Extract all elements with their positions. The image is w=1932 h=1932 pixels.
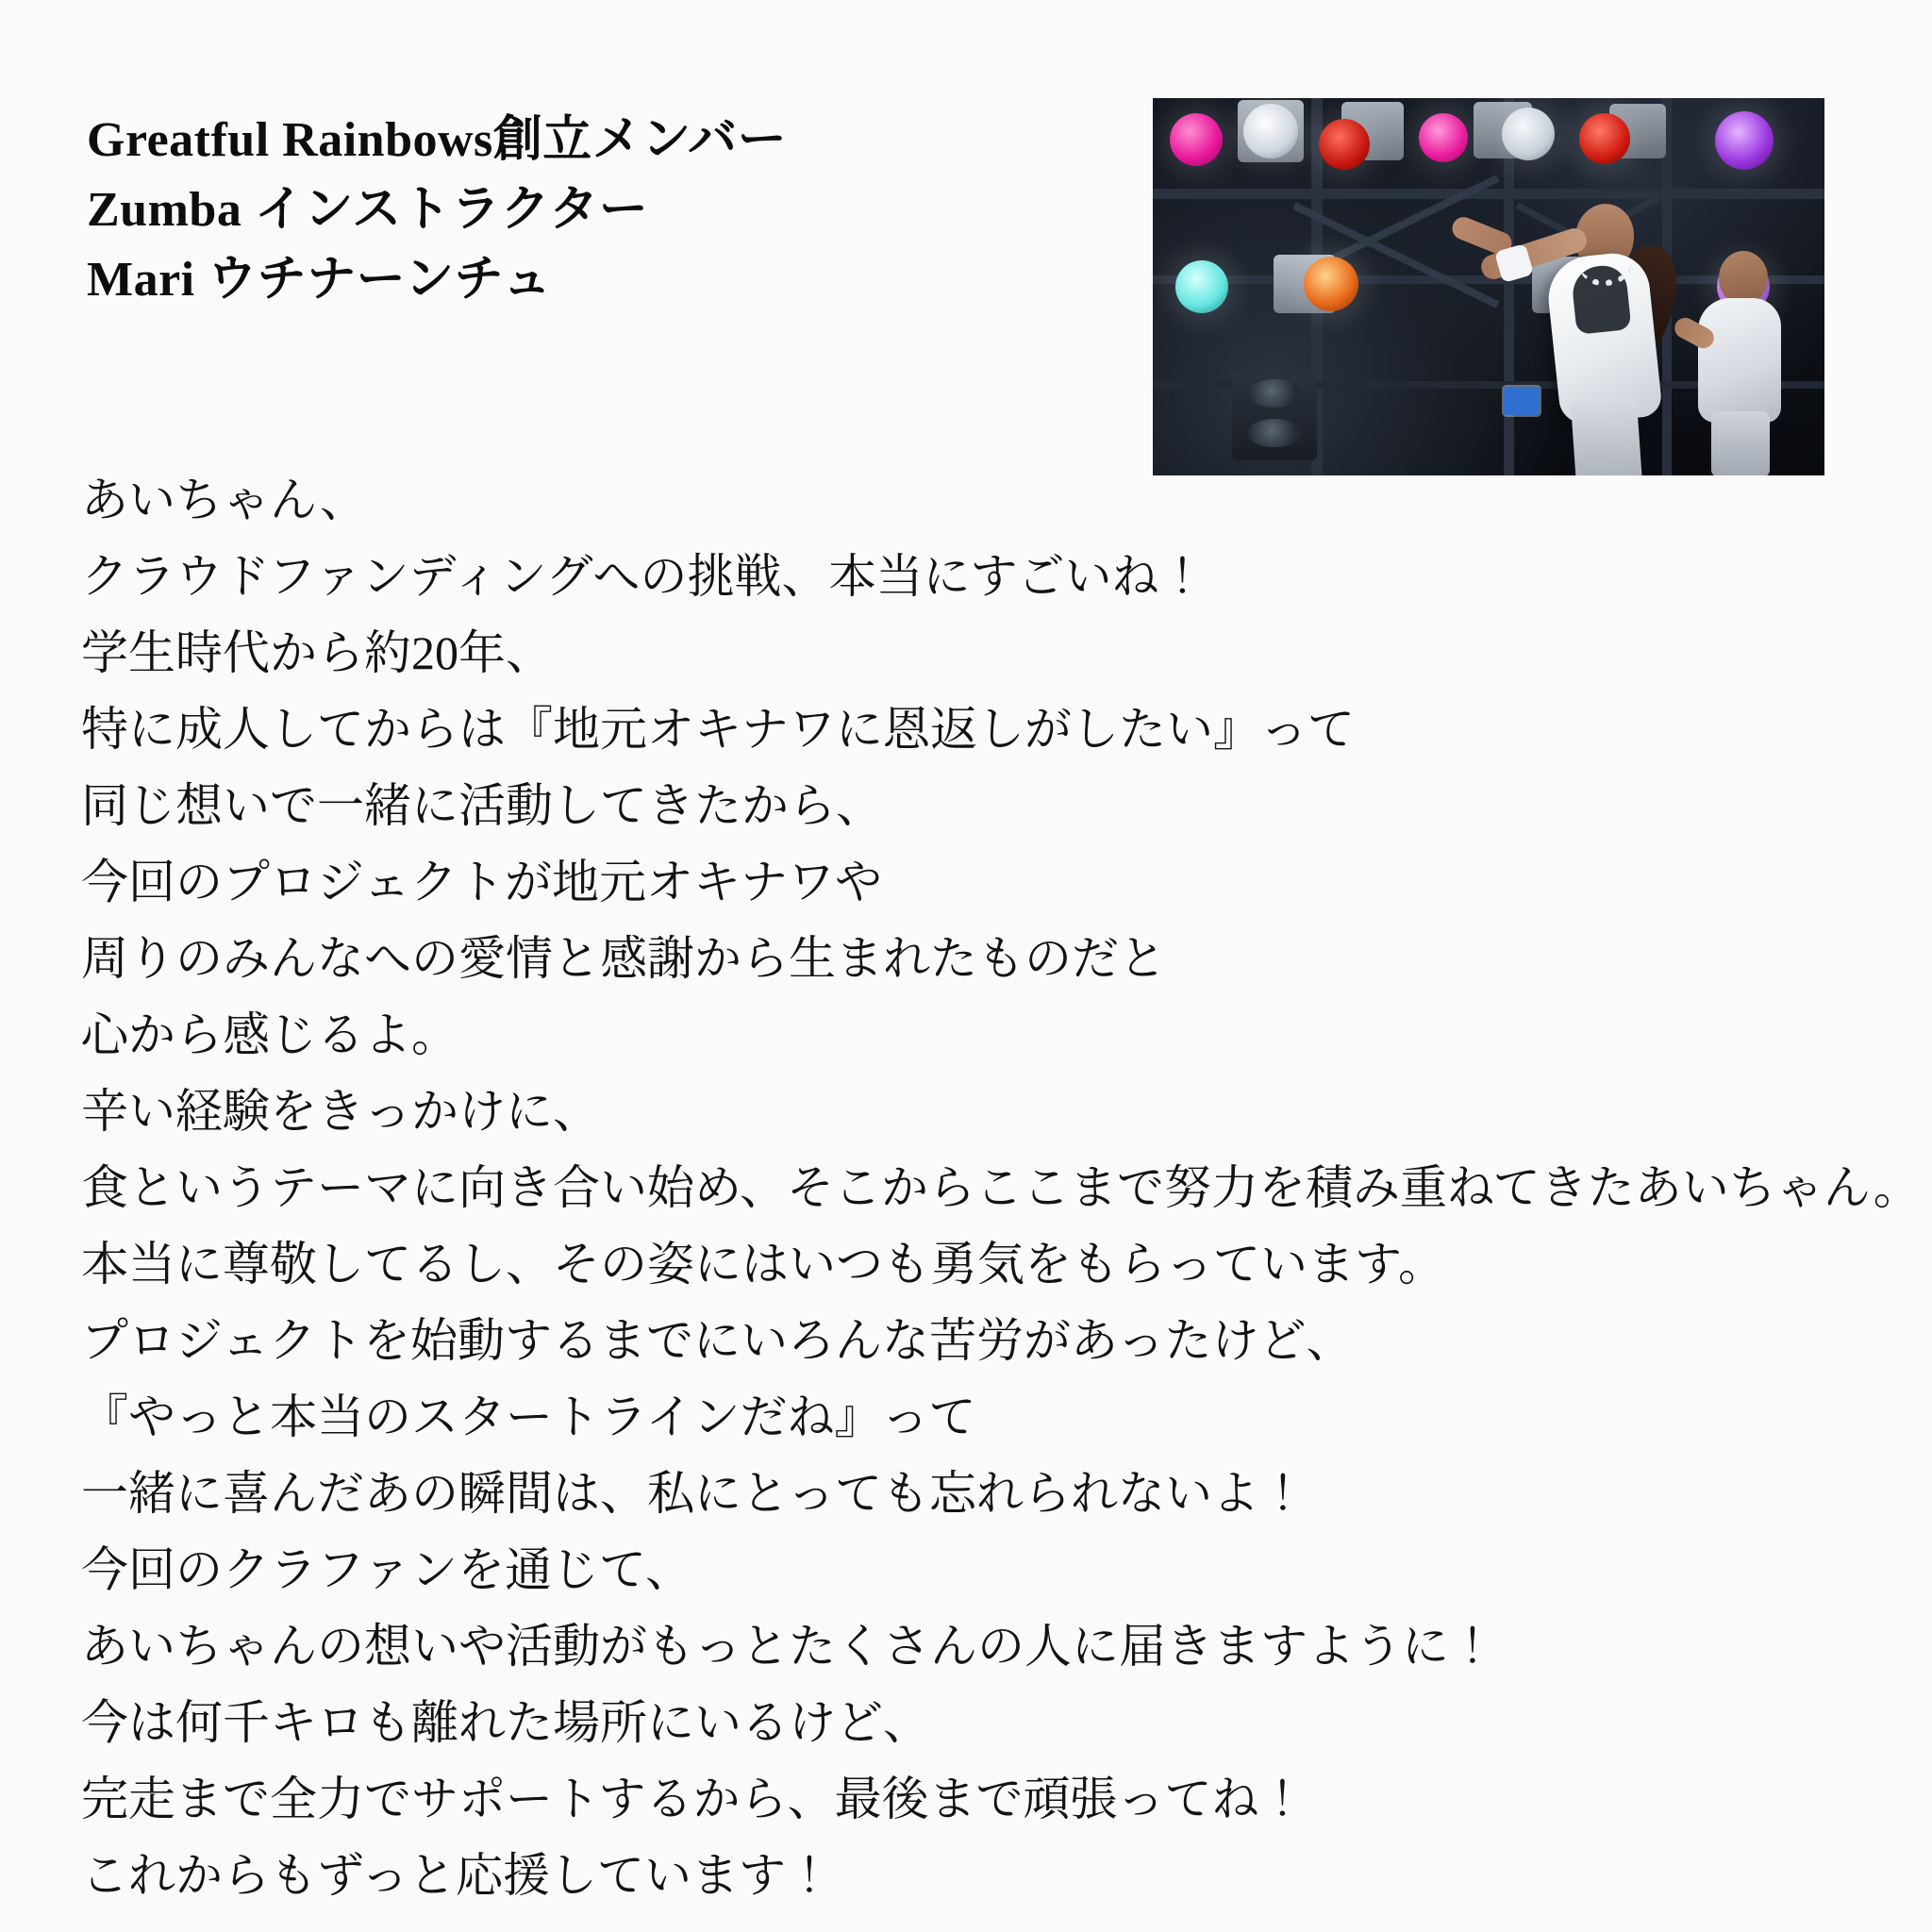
message-line: 辛い経験をきっかけに、 [81,1085,600,1138]
message-line: 今回のプロジェクトが地元オキナワや [81,856,882,908]
message-line: 同じ想いで一緒に活動してきたから、 [81,779,883,832]
page-title-line-2: Zumba インストラクター [87,182,649,237]
message-line: 『やっと本当のスタートラインだね』って [81,1391,976,1443]
message-line: 食というテーマに向き合い始め、そこからここまで努力を積み重ねてきたあいちゃん。 [81,1161,1921,1214]
message-line: これからもずっと応援しています！ [81,1849,833,1902]
message-line: 一緒に喜んだあの瞬間は、私にとっても忘れられないよ！ [81,1467,1307,1520]
message-line: 完走まで全力でサポートするから、最後まで頑張ってね！ [81,1773,1307,1825]
message-line: 周りのみんなへの愛情と感謝から生まれたものだと [81,932,1166,985]
stage-light-icon [1170,113,1223,166]
message-line: 今回のクラファンを通じて、 [81,1543,692,1596]
message-line: あいちゃん、 [81,474,367,526]
stage-light-icon [1304,257,1358,311]
message-line: プロジェクトを始動するまでにいろんな苦労があったけど、 [81,1314,1354,1367]
page-title [87,106,1106,314]
stage-light-icon [1243,104,1298,158]
stage-light-icon [1502,108,1555,160]
stage-light-icon [1319,119,1370,170]
message-line: 学生時代から約20年、 [81,626,553,679]
foreground-dancer [1455,155,1738,475]
message-line: 本当に尊敬してるし、その姿にはいつも勇気をもらっています。 [81,1238,1445,1291]
message-line: 特に成人してからは『地元オキナワに恩返しがしたい』って [81,703,1355,756]
speaker-cabinet [1232,370,1317,460]
message-line: あいちゃんの想いや活動がもっとたくさんの人に届きますように！ [81,1620,1496,1673]
message-line: 今は何千キロも離れた場所にいるけど、 [81,1696,930,1749]
stage-dancer-photo [1153,98,1824,475]
stage-pass-badge [1504,387,1540,415]
page-title-line-1: Greatful Rainbows創立メンバー [87,113,788,167]
page-title-line-3: Mari ウチナーンチュ [87,252,553,307]
message-body [81,462,1921,1914]
stage-light-icon [1175,260,1228,313]
photo-content [1153,98,1824,475]
message-line: クラウドファンディングへの挑戦、本当にすごいね！ [81,550,1207,603]
message-line: 心から感じるよ。 [81,1008,458,1061]
